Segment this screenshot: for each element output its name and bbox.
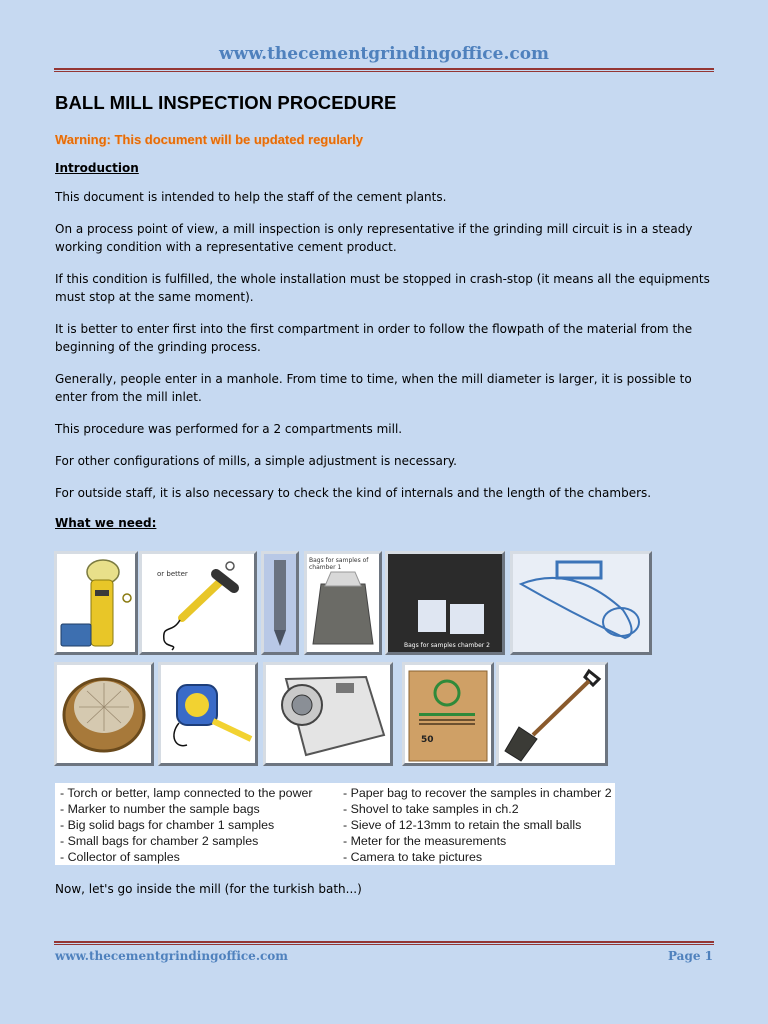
sieve-image — [54, 662, 154, 766]
list-item: - Sieve of 12-13mm to retain the small balls — [343, 818, 582, 832]
list-item: - Paper bag to recover the samples in chamber 2 — [343, 786, 612, 800]
or-better-caption: or better — [157, 570, 188, 578]
torch-image — [54, 551, 138, 655]
site-header[interactable]: www.thecementgrindingoffice.com — [218, 44, 550, 64]
marker-image — [261, 551, 299, 655]
big-bags-image — [304, 551, 382, 655]
list-item: - Small bags for chamber 2 samples — [60, 834, 259, 848]
equipment-list-right — [343, 785, 612, 865]
tape-measure-image — [158, 662, 258, 766]
closing-paragraph: Now, let's go inside the mill (for the turkish bath...) — [55, 882, 362, 896]
list-item: - Camera to take pictures — [343, 850, 483, 864]
intro-heading: Introduction — [55, 161, 139, 175]
list-item: - Marker to number the sample bags — [60, 802, 260, 816]
work-lamp-image — [139, 551, 257, 655]
bags-chamber1-caption: Bags for samples of chamber 1 — [309, 557, 369, 571]
document-body — [55, 92, 715, 530]
list-item: - Collector of samples — [60, 850, 180, 864]
paragraph: For other configurations of mills, a simple adjustment is necessary. — [55, 454, 457, 468]
camera-image — [263, 662, 393, 766]
page-number: Page 1 — [667, 949, 713, 963]
small-bags-image — [385, 551, 505, 655]
list-item: - Meter for the measurements — [343, 834, 507, 848]
warning-text: Warning: This document will be updated regularly — [55, 132, 363, 147]
list-item: - Big solid bags for chamber 1 samples — [60, 818, 275, 832]
paper-bag-image — [402, 662, 494, 766]
cement-bag-number: 50 — [421, 735, 434, 745]
paragraph: It is better to enter first into the first compartment in order to follow the flowpath of the material from the beginning of the grinding process. — [55, 322, 693, 354]
paragraph: On a process point of view, a mill inspection is only representative if the grinding mill circuit is in a steady working condition with a representative cement product. — [55, 222, 693, 254]
equipment-list-left — [60, 785, 313, 865]
list-item: - Shovel to take samples in ch.2 — [343, 802, 519, 816]
need-heading: What we need: — [55, 516, 157, 530]
paragraph: Generally, people enter in a manhole. From time to time, when the mill diameter is larger, it is possible to enter from the mill inlet. — [55, 372, 692, 404]
header-rule — [54, 68, 714, 72]
bags-chamber2-caption: Bags for samples chamber 2 — [404, 642, 490, 649]
document-title: BALL MILL INSPECTION PROCEDURE — [55, 92, 397, 113]
paragraph: For outside staff, it is also necessary to check the kind of internals and the length of the chambers. — [55, 486, 652, 500]
collector-image — [510, 551, 652, 655]
shovel-image — [496, 662, 608, 766]
footer-rule — [54, 941, 714, 945]
equipment-list — [55, 783, 615, 865]
paragraph: This document is intended to help the staff of the cement plants. — [55, 190, 447, 204]
paragraph: If this condition is fulfilled, the whole installation must be stopped in crash-stop (it means all the equipments must stop at the same moment). — [55, 272, 710, 304]
footer-site-link[interactable]: www.thecementgrindingoffice.com — [55, 949, 289, 963]
list-item: - Torch or better, lamp connected to the power — [60, 786, 313, 800]
paragraph: This procedure was performed for a 2 compartments mill. — [55, 422, 403, 436]
